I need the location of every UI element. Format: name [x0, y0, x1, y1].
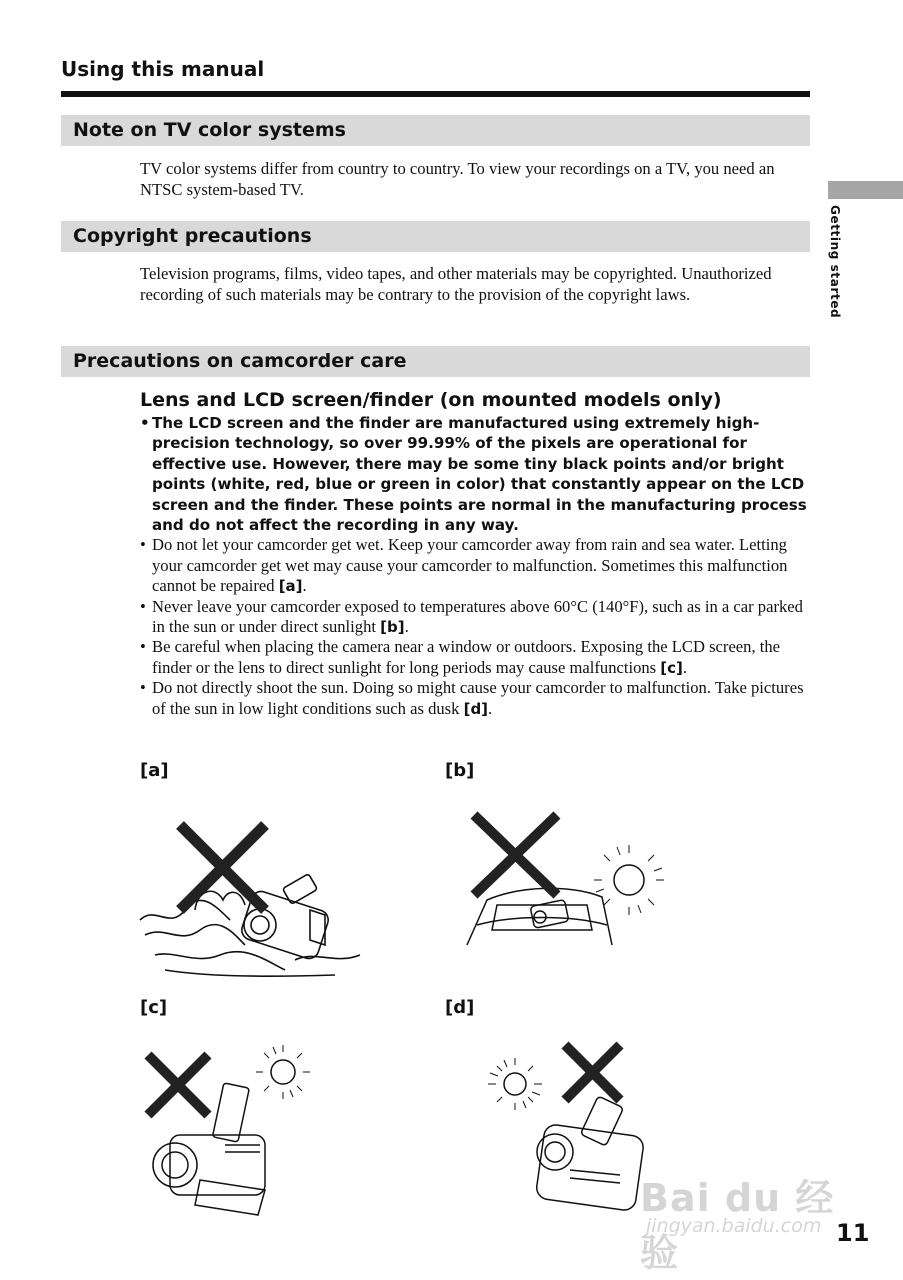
section-title: Note on TV color systems [73, 119, 346, 141]
side-tab-label: Getting started [828, 205, 842, 319]
side-tab-marker [828, 181, 903, 199]
figure-label-d: [d] [445, 997, 475, 1018]
bullet-text: Do not let your camcorder get wet. Keep your camcorder away from rain and sea water. Letting your camcorder get wet may cause your camcorder to malfunction. Sometimes this malfunction cannot be repaired [152, 535, 788, 596]
page-header-title: Using this manual [61, 57, 265, 81]
bullet-text: Be careful when placing the camera near a window or outdoors. Exposing the LCD screen, the finder or the lens to direct sunlight for long periods may cause malfunctions [152, 637, 781, 677]
figure-ref: [d] [463, 699, 489, 718]
bullet-text: The LCD screen and the finder are manufactured using extremely high-precision technology, so over 99.99% of the pixels are operational for effective use. However, there may be some tiny black points and/or bright points (white, red, blue or green in color) that constantly appear on the LCD screen and the finder. These points are normal in the manufacturing process and do not affect the recording in any way. [152, 414, 807, 535]
watermark-url: jingyan.baidu.com [646, 1215, 822, 1237]
figure-ref: [c] [660, 658, 683, 677]
figure-label-c: [c] [140, 997, 168, 1018]
section-body: TV color systems differ from country to country. To view your recordings on a TV, you need an NTSC system-based TV. [140, 159, 775, 199]
bullet-end: . [404, 617, 409, 637]
figure-label-a: [a] [140, 760, 169, 781]
section-body: Television programs, films, video tapes, and other materials may be copyrighted. Unauthorized recording of such materials may be contrary to the provision of the copyright laws. [140, 264, 772, 304]
bullet-end: . [682, 657, 688, 677]
figure-ref: [a] [278, 577, 303, 596]
section-title: Precautions on camcorder care [73, 350, 407, 372]
list-item [140, 597, 810, 638]
section-bar-tv-color [61, 115, 810, 146]
camcorder-lcd-sun-icon [140, 1040, 350, 1220]
section-bar-camcorder-care [61, 346, 810, 377]
watermark-brand: Bai du 经验 [640, 1176, 835, 1275]
sub-heading-lens-lcd: Lens and LCD screen/finder (on mounted models only) [140, 389, 722, 411]
camcorder-in-water-icon [135, 810, 370, 985]
figure-ref: [b] [380, 618, 405, 637]
page-number: 11 [836, 1219, 870, 1247]
bullet-end: . [488, 698, 493, 718]
watermark [640, 1165, 855, 1275]
header-rule [61, 91, 810, 97]
camcorder-shooting-sun-icon [470, 1040, 650, 1215]
bullet-text: Never leave your camcorder exposed to temperatures above 60°C (140°F), such as in a car parked in the sun or under direct sunlight [152, 596, 803, 637]
figure-label-b: [b] [445, 760, 475, 781]
list-item [140, 678, 810, 719]
bullet-end: . [302, 576, 307, 596]
bullet-text: Do not directly shoot the sun. Doing so might cause your camcorder to malfunction. Take pictures of the sun in low light conditions such as dusk [152, 678, 804, 718]
list-item [140, 535, 810, 596]
camcorder-in-car-sun-icon [462, 805, 687, 955]
care-bullet-list [140, 413, 810, 719]
section-bar-copyright [61, 221, 810, 252]
list-item [140, 413, 810, 535]
section-title: Copyright precautions [73, 225, 312, 247]
list-item [140, 637, 810, 678]
